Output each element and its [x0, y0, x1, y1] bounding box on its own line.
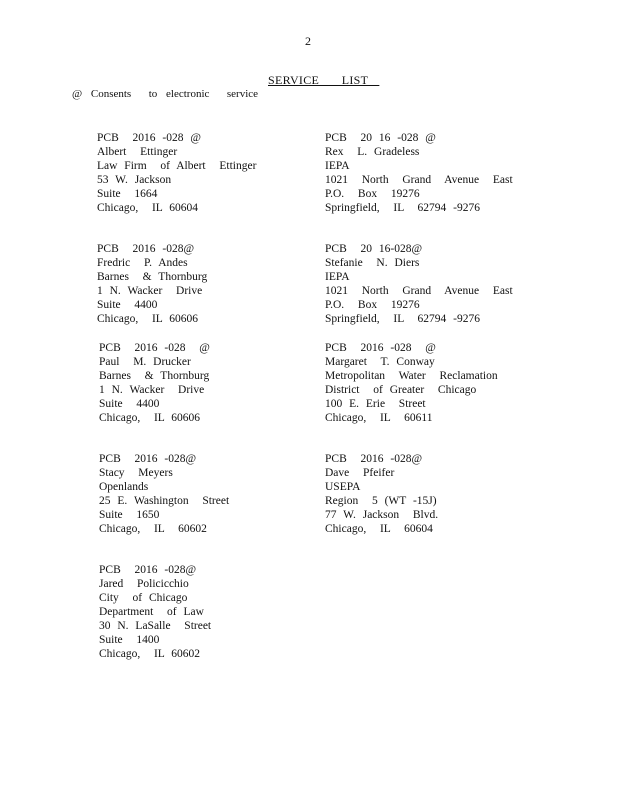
page-number: 2: [305, 34, 311, 48]
service-entry-albert-ettinger: [97, 131, 327, 215]
entry-line: Chicago, IL 60606: [99, 412, 201, 424]
entry-line: PCB 2016 -028 @: [99, 342, 210, 354]
service-entry-margaret-conway: [325, 341, 555, 425]
entry-line: Springfield, IL 62794 -9276: [325, 202, 481, 214]
entry-line: Springfield, IL 62794 -9276: [325, 313, 481, 325]
entry-line: 1021 North Grand Avenue East: [325, 174, 513, 186]
entry-line: Stacy Meyers: [99, 467, 173, 479]
entry-line: PCB 2016 -028 @: [325, 342, 436, 354]
entry-line: 53 W. Jackson: [97, 174, 172, 186]
entry-line: 77 W. Jackson Blvd.: [325, 509, 439, 521]
service-entry-rex-gradeless: [325, 131, 555, 215]
entry-line: P.O. Box 19276: [325, 188, 420, 200]
entry-line: Chicago, IL 60606: [97, 313, 199, 325]
entry-line: 30 N. LaSalle Street: [99, 620, 212, 632]
entry-line: Albert Ettinger: [97, 146, 178, 158]
service-entry-stacy-meyers: [99, 452, 329, 536]
entry-line: P.O. Box 19276: [325, 299, 420, 311]
service-entry-dave-pfeifer: [325, 452, 555, 536]
entry-line: USEPA: [325, 481, 361, 493]
entry-line: Stefanie N. Diers: [325, 257, 420, 269]
entry-line: Chicago, IL 60602: [99, 523, 207, 535]
service-entry-stefanie-diers: [325, 242, 555, 326]
entry-line: PCB 20 16-028@: [325, 243, 423, 255]
entry-line: Suite 1650: [99, 509, 160, 521]
entry-line: Paul M. Drucker: [99, 356, 191, 368]
entry-line: 1 N. Wacker Drive: [99, 384, 205, 396]
entry-line: Rex L. Gradeless: [325, 146, 420, 158]
entry-line: Metropolitan Water Reclamation: [325, 370, 498, 382]
entry-line: Fredric P. Andes: [97, 257, 188, 269]
entry-line: Openlands: [99, 481, 149, 493]
entry-line: Law Firm of Albert Ettinger: [97, 160, 257, 172]
entry-line: Chicago, IL 60611: [325, 412, 433, 424]
entry-line: Suite 1400: [99, 634, 160, 646]
service-entry-jared-policicchio: [99, 563, 329, 661]
entry-line: Department of Law: [99, 606, 204, 618]
entry-line: District of Greater Chicago: [325, 384, 477, 396]
entry-line: 1021 North Grand Avenue East: [325, 285, 513, 297]
entry-line: PCB 2016 -028@: [97, 243, 195, 255]
service-list-heading: SERVICE LIST: [268, 73, 380, 87]
entry-line: Suite 4400: [99, 398, 160, 410]
entry-line: IEPA: [325, 271, 350, 283]
entry-line: 100 E. Erie Street: [325, 398, 426, 410]
entry-line: Barnes & Thornburg: [97, 271, 208, 283]
entry-line: PCB 2016 -028 @: [97, 132, 201, 144]
entry-line: City of Chicago: [99, 592, 188, 604]
entry-line: Suite 1664: [97, 188, 158, 200]
entry-line: Jared Policicchio: [99, 578, 189, 590]
entry-line: Suite 4400: [97, 299, 158, 311]
entry-line: IEPA: [325, 160, 350, 172]
service-entry-paul-drucker: [99, 341, 329, 425]
electronic-service-note: @ Consents to electronic service: [72, 88, 259, 100]
entry-line: PCB 2016 -028@: [325, 453, 423, 465]
entry-line: Dave Pfeifer: [325, 467, 395, 479]
entry-line: Barnes & Thornburg: [99, 370, 210, 382]
entry-line: PCB 20 16 -028 @: [325, 132, 436, 144]
entry-line: 25 E. Washington Street: [99, 495, 230, 507]
entry-line: PCB 2016 -028@: [99, 564, 197, 576]
entry-line: Chicago, IL 60604: [325, 523, 433, 535]
entry-line: PCB 2016 -028@: [99, 453, 197, 465]
entry-line: Margaret T. Conway: [325, 356, 435, 368]
entry-line: Chicago, IL 60604: [97, 202, 199, 214]
service-entry-fredric-andes: [97, 242, 327, 326]
entry-line: Chicago, IL 60602: [99, 648, 201, 660]
entry-line: 1 N. Wacker Drive: [97, 285, 203, 297]
entry-line: Region 5 (WT -15J): [325, 495, 437, 507]
